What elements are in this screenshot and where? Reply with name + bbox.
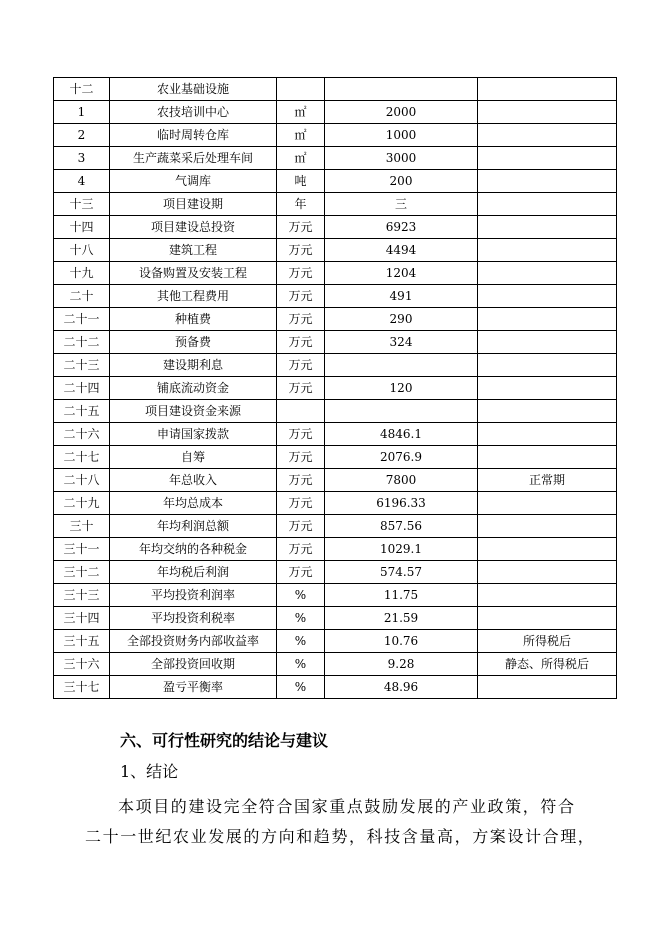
- cell-unit: 万元: [277, 239, 325, 262]
- cell-row-number: 二十: [54, 285, 110, 308]
- cell-item-name: 全部投资财务内部收益率: [110, 630, 277, 653]
- table-row: [54, 354, 617, 377]
- cell-item-name: 建设期利息: [110, 354, 277, 377]
- cell-row-number: 三十三: [54, 584, 110, 607]
- cell-unit: ㎡: [277, 124, 325, 147]
- cell-remark: [478, 538, 617, 561]
- table-row: [54, 607, 617, 630]
- cell-item-name: 设备购置及安装工程: [110, 262, 277, 285]
- cell-value: 120: [325, 377, 478, 400]
- cell-value: 11.75: [325, 584, 478, 607]
- cell-item-name: 年总收入: [110, 469, 277, 492]
- cell-item-name: 生产蔬菜采后处理车间: [110, 147, 277, 170]
- table-row: [54, 653, 617, 676]
- cell-row-number: 三十四: [54, 607, 110, 630]
- table-row: [54, 101, 617, 124]
- cell-remark: [478, 124, 617, 147]
- cell-item-name: 全部投资回收期: [110, 653, 277, 676]
- cell-row-number: 4: [54, 170, 110, 193]
- cell-item-name: 盈亏平衡率: [110, 676, 277, 699]
- cell-remark: [478, 584, 617, 607]
- cell-remark: [478, 377, 617, 400]
- cell-row-number: 二十四: [54, 377, 110, 400]
- cell-remark: [478, 354, 617, 377]
- table-row: [54, 515, 617, 538]
- cell-item-name: 预备费: [110, 331, 277, 354]
- cell-remark: [478, 239, 617, 262]
- cell-item-name: 平均投资利润率: [110, 584, 277, 607]
- cell-remark: [478, 170, 617, 193]
- cell-row-number: 三十: [54, 515, 110, 538]
- cell-row-number: 2: [54, 124, 110, 147]
- cell-value: 290: [325, 308, 478, 331]
- cell-value: [325, 400, 478, 423]
- table-row: [54, 538, 617, 561]
- cell-remark: [478, 400, 617, 423]
- cell-remark: [478, 423, 617, 446]
- cell-item-name: 种植费: [110, 308, 277, 331]
- cell-value: 10.76: [325, 630, 478, 653]
- cell-row-number: 三十一: [54, 538, 110, 561]
- cell-row-number: 二十三: [54, 354, 110, 377]
- cell-value: 48.96: [325, 676, 478, 699]
- cell-unit: 万元: [277, 285, 325, 308]
- cell-remark: [478, 446, 617, 469]
- table-row: [54, 285, 617, 308]
- table-row: [54, 423, 617, 446]
- table-row: [54, 377, 617, 400]
- table-row: [54, 584, 617, 607]
- cell-unit: 年: [277, 193, 325, 216]
- cell-unit: ㎡: [277, 101, 325, 124]
- table-row: [54, 193, 617, 216]
- cell-item-name: 其他工程费用: [110, 285, 277, 308]
- cell-row-number: 十二: [54, 78, 110, 101]
- cell-row-number: 十三: [54, 193, 110, 216]
- cell-item-name: 年均税后利润: [110, 561, 277, 584]
- cell-unit: [277, 78, 325, 101]
- cell-item-name: 年均总成本: [110, 492, 277, 515]
- cell-unit: 万元: [277, 538, 325, 561]
- cell-row-number: 三十六: [54, 653, 110, 676]
- cell-value: 574.57: [325, 561, 478, 584]
- cell-row-number: 三十七: [54, 676, 110, 699]
- cell-value: 三: [325, 193, 478, 216]
- cell-row-number: 3: [54, 147, 110, 170]
- cell-unit: 万元: [277, 492, 325, 515]
- cell-unit: ㎡: [277, 147, 325, 170]
- table-row: [54, 147, 617, 170]
- cell-remark: [478, 285, 617, 308]
- cell-value: 200: [325, 170, 478, 193]
- cell-unit: [277, 400, 325, 423]
- cell-unit: %: [277, 584, 325, 607]
- cell-unit: %: [277, 653, 325, 676]
- cell-remark: [478, 78, 617, 101]
- cell-unit: 万元: [277, 423, 325, 446]
- conclusion-paragraph: [85, 792, 605, 852]
- table-row: [54, 446, 617, 469]
- cell-value: 1000: [325, 124, 478, 147]
- cell-unit: 吨: [277, 170, 325, 193]
- cell-remark: 静态、所得税后: [478, 653, 617, 676]
- cell-item-name: 铺底流动资金: [110, 377, 277, 400]
- cell-value: 4846.1: [325, 423, 478, 446]
- table-row: [54, 239, 617, 262]
- cell-row-number: 二十六: [54, 423, 110, 446]
- cell-value: 7800: [325, 469, 478, 492]
- cell-item-name: 农业基础设施: [110, 78, 277, 101]
- table-row: [54, 400, 617, 423]
- table-row: [54, 262, 617, 285]
- cell-value: 6923: [325, 216, 478, 239]
- cell-remark: 所得税后: [478, 630, 617, 653]
- table-row: [54, 308, 617, 331]
- cell-remark: [478, 308, 617, 331]
- cell-value: 2000: [325, 101, 478, 124]
- table-body: [54, 78, 617, 699]
- cell-value: [325, 78, 478, 101]
- table-row: [54, 492, 617, 515]
- cell-item-name: 建筑工程: [110, 239, 277, 262]
- cell-row-number: 三十五: [54, 630, 110, 653]
- table-row: [54, 676, 617, 699]
- cell-value: 4494: [325, 239, 478, 262]
- cell-value: [325, 354, 478, 377]
- cell-value: 2076.9: [325, 446, 478, 469]
- cell-value: 1204: [325, 262, 478, 285]
- cell-row-number: 1: [54, 101, 110, 124]
- cell-item-name: 项目建设期: [110, 193, 277, 216]
- cell-value: 9.28: [325, 653, 478, 676]
- cell-value: 6196.33: [325, 492, 478, 515]
- cell-unit: 万元: [277, 446, 325, 469]
- cell-remark: [478, 561, 617, 584]
- cell-remark: [478, 331, 617, 354]
- cell-unit: %: [277, 676, 325, 699]
- table-row: [54, 331, 617, 354]
- cell-remark: [478, 492, 617, 515]
- cell-remark: [478, 515, 617, 538]
- cell-remark: 正常期: [478, 469, 617, 492]
- cell-item-name: 平均投资利税率: [110, 607, 277, 630]
- table-row: [54, 630, 617, 653]
- cell-remark: [478, 607, 617, 630]
- table-row: [54, 561, 617, 584]
- cell-unit: 万元: [277, 561, 325, 584]
- table-row: [54, 469, 617, 492]
- cell-unit: 万元: [277, 308, 325, 331]
- cell-row-number: 二十五: [54, 400, 110, 423]
- cell-row-number: 十八: [54, 239, 110, 262]
- cell-unit: 万元: [277, 377, 325, 400]
- cell-row-number: 十九: [54, 262, 110, 285]
- cell-unit: 万元: [277, 469, 325, 492]
- cell-value: 857.56: [325, 515, 478, 538]
- cell-row-number: 二十九: [54, 492, 110, 515]
- cell-item-name: 项目建设总投资: [110, 216, 277, 239]
- cell-remark: [478, 193, 617, 216]
- cell-unit: %: [277, 630, 325, 653]
- cell-value: 491: [325, 285, 478, 308]
- cell-unit: 万元: [277, 515, 325, 538]
- cell-unit: 万元: [277, 354, 325, 377]
- cell-row-number: 二十二: [54, 331, 110, 354]
- table-row: [54, 170, 617, 193]
- cell-remark: [478, 676, 617, 699]
- table-row: [54, 78, 617, 101]
- cell-remark: [478, 216, 617, 239]
- cell-remark: [478, 101, 617, 124]
- cell-item-name: 气调库: [110, 170, 277, 193]
- cell-unit: %: [277, 607, 325, 630]
- cell-unit: 万元: [277, 216, 325, 239]
- paragraph-line: 本项目的建设完全符合国家重点鼓励发展的产业政策，符合: [118, 797, 576, 816]
- project-summary-table: [53, 77, 617, 699]
- table-row: [54, 216, 617, 239]
- table-row: [54, 124, 617, 147]
- cell-unit: 万元: [277, 331, 325, 354]
- cell-row-number: 二十七: [54, 446, 110, 469]
- cell-row-number: 十四: [54, 216, 110, 239]
- cell-item-name: 项目建设资金来源: [110, 400, 277, 423]
- cell-value: 21.59: [325, 607, 478, 630]
- paragraph-line: 二十一世纪农业发展的方向和趋势，科技含量高，方案设计合理，: [85, 827, 596, 846]
- cell-row-number: 三十二: [54, 561, 110, 584]
- cell-item-name: 申请国家拨款: [110, 423, 277, 446]
- cell-item-name: 农技培训中心: [110, 101, 277, 124]
- cell-item-name: 年均交纳的各种税金: [110, 538, 277, 561]
- cell-value: 1029.1: [325, 538, 478, 561]
- section-subheading: 1、结论: [120, 762, 179, 781]
- cell-item-name: 自筹: [110, 446, 277, 469]
- cell-remark: [478, 147, 617, 170]
- cell-item-name: 临时周转仓库: [110, 124, 277, 147]
- cell-unit: 万元: [277, 262, 325, 285]
- cell-row-number: 二十八: [54, 469, 110, 492]
- cell-row-number: 二十一: [54, 308, 110, 331]
- cell-value: 324: [325, 331, 478, 354]
- cell-item-name: 年均利润总额: [110, 515, 277, 538]
- cell-value: 3000: [325, 147, 478, 170]
- cell-remark: [478, 262, 617, 285]
- section-heading: 六、可行性研究的结论与建议: [120, 731, 329, 750]
